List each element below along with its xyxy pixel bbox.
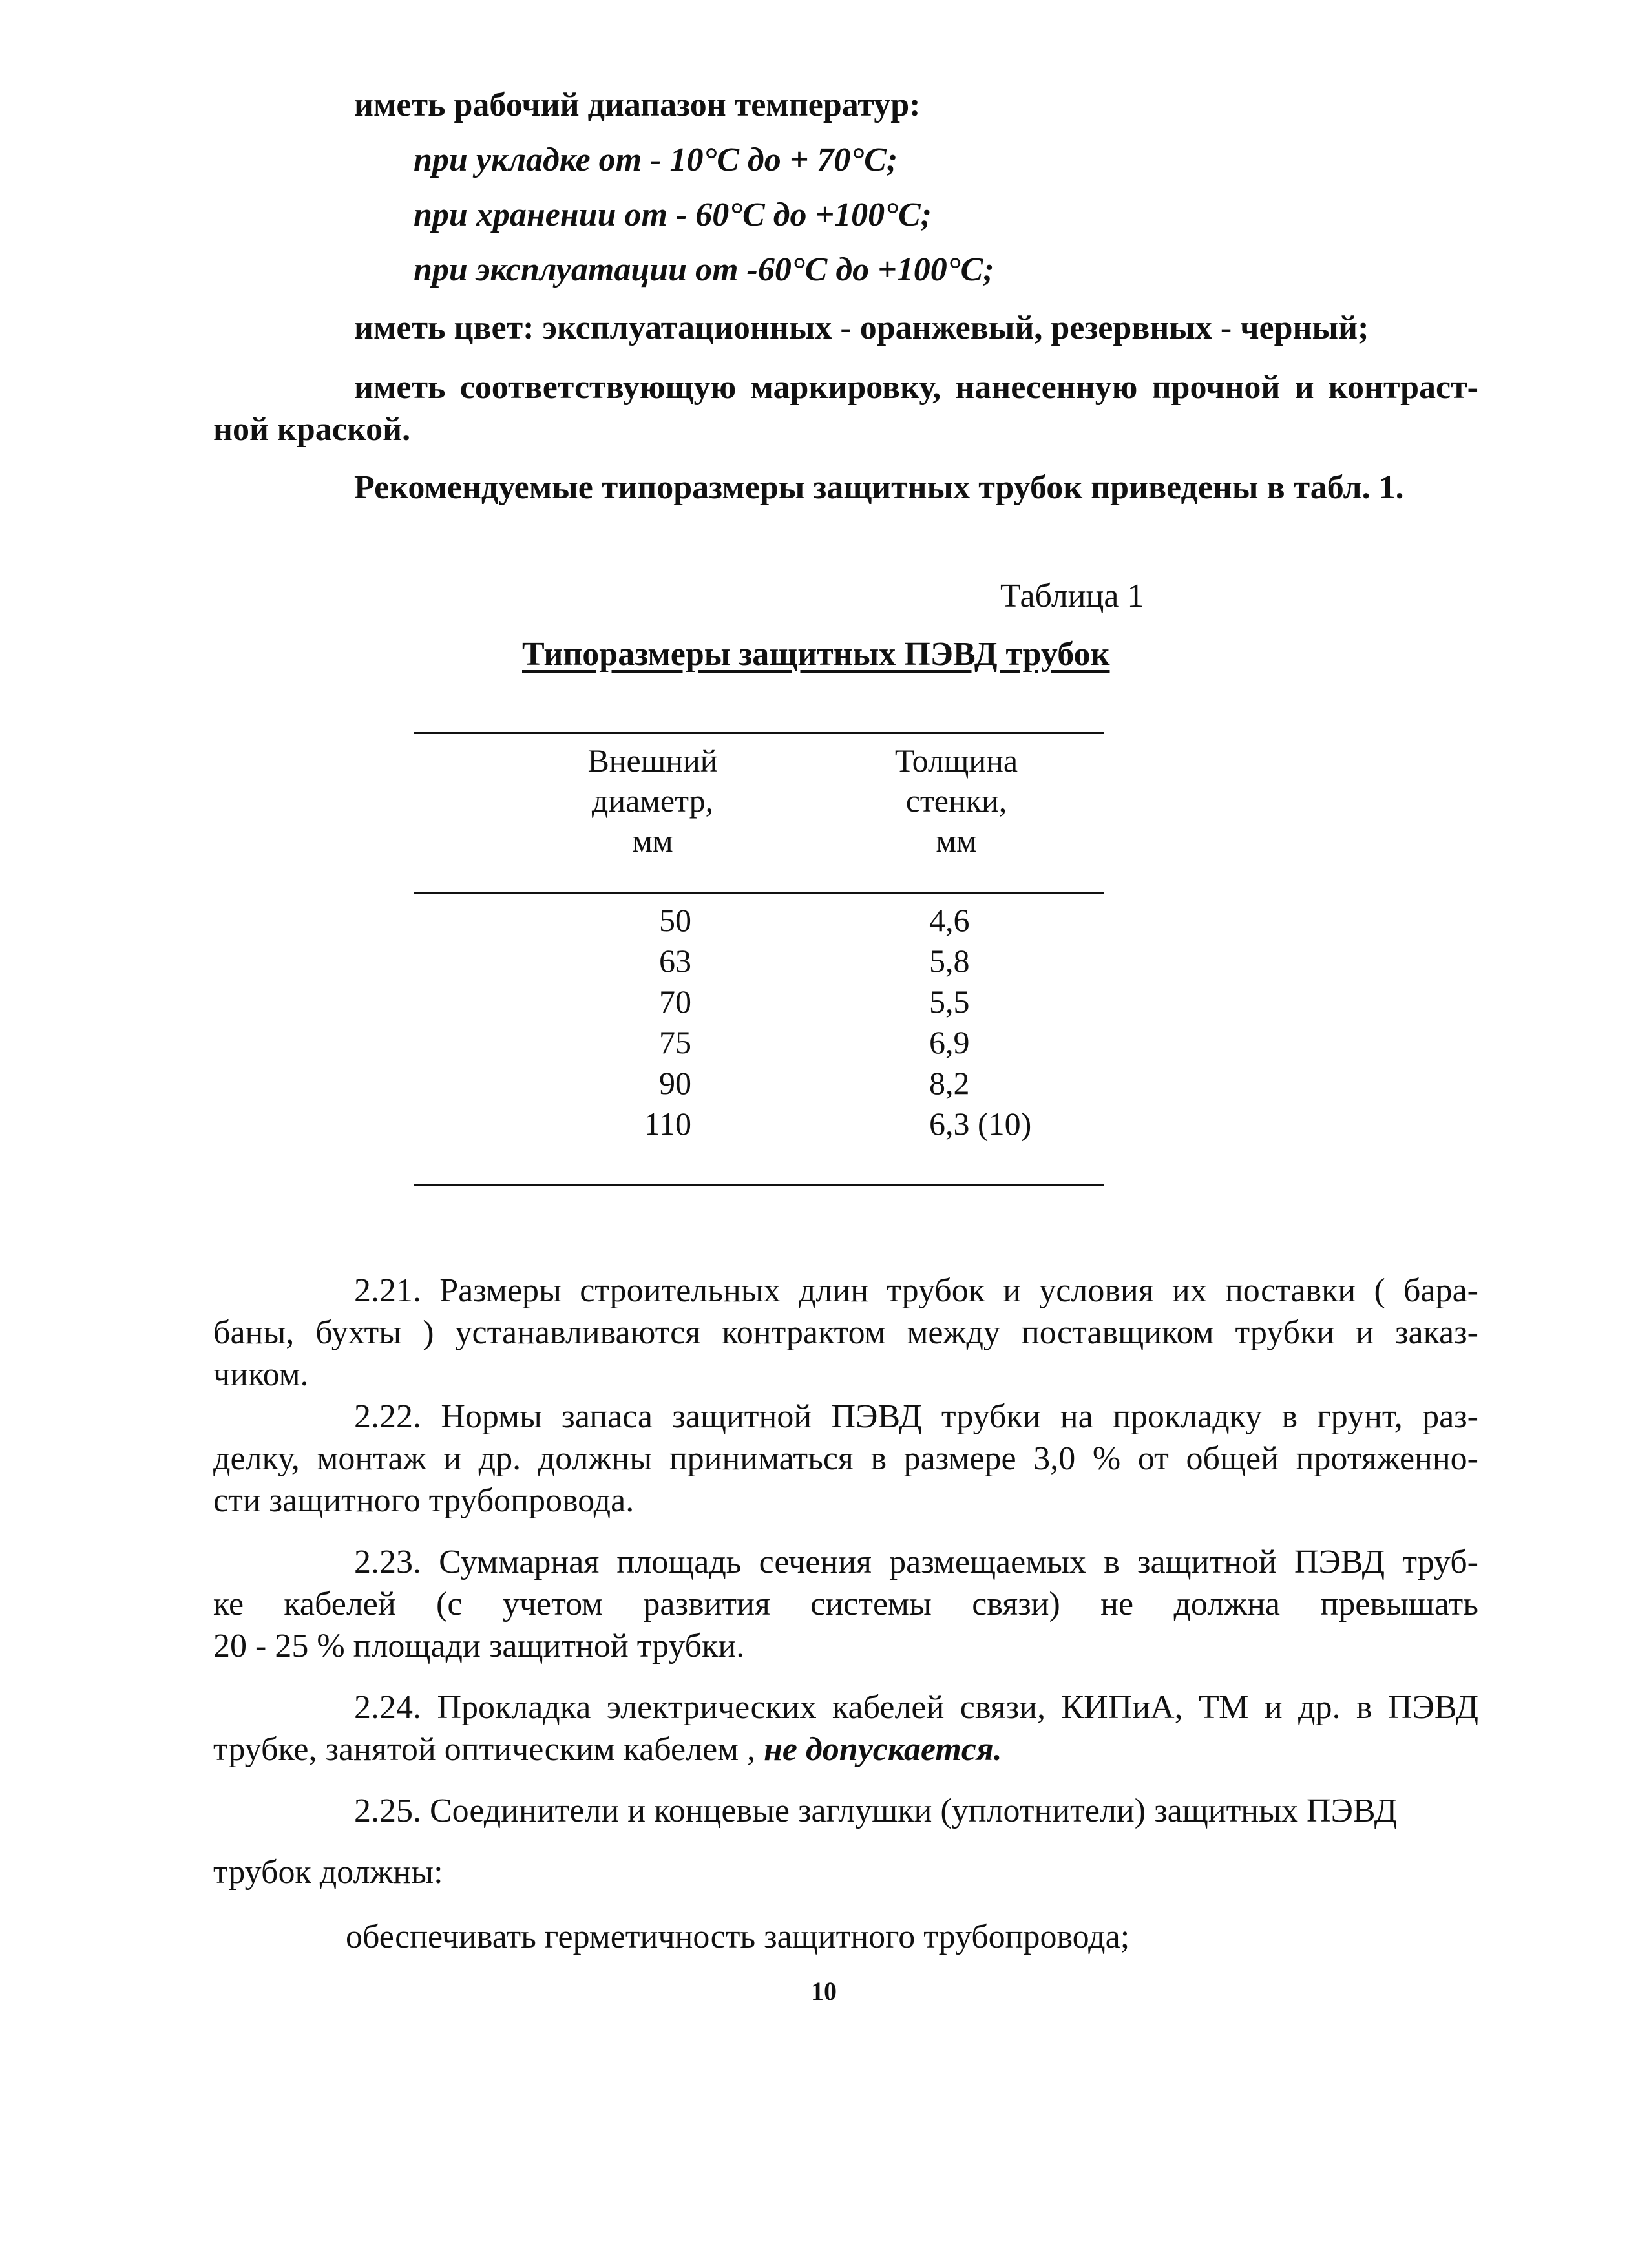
paragraph-2-21-line-2: баны, бухты ) устанавливаются контрактом между поставщиком трубки и заказ- bbox=[213, 1314, 1478, 1351]
not-allowed-emphasis: не допускается. bbox=[764, 1731, 1002, 1768]
paragraph-2-21-line-1: 2.21. Размеры строительных длин трубок и условия их поставки ( бара- bbox=[354, 1272, 1478, 1309]
diameter-cell: 75 bbox=[659, 1024, 691, 1060]
sealing-requirement: обеспечивать герметичность защитного трубопровода; bbox=[346, 1918, 1130, 1955]
table-header-rule bbox=[414, 892, 1104, 894]
paragraph-2-22-line-3: сти защитного трубопровода. bbox=[213, 1482, 635, 1519]
paragraph-2-25-line-2: трубок должны: bbox=[213, 1854, 443, 1891]
diameter-cell: 90 bbox=[659, 1065, 691, 1101]
paragraph-2-22-line-2: делку, монтаж и др. должны приниматься в размере 3,0 % от общей протяженно- bbox=[213, 1440, 1478, 1477]
paragraph-2-24-line-2 bbox=[213, 1730, 1002, 1769]
header-thickness-line-1: Толщина bbox=[894, 742, 1018, 779]
paragraph-2-21-line-3: чиком. bbox=[213, 1356, 309, 1393]
paragraph-2-23-line-1: 2.23. Суммарная площадь сечения размещаемых в защитной ПЭВД труб- bbox=[354, 1544, 1478, 1580]
thickness-cell: 4,6 bbox=[929, 902, 970, 938]
table-bottom-rule bbox=[414, 1184, 1104, 1186]
paragraph-2-23-line-3: 20 - 25 % площади защитной трубки. bbox=[213, 1628, 745, 1664]
header-diameter-unit: мм bbox=[632, 823, 673, 859]
temperature-storage: при хранении от - 60°С до +100°С; bbox=[414, 196, 932, 233]
page-number: 10 bbox=[811, 1977, 837, 2006]
table-label: Таблица 1 bbox=[1000, 578, 1144, 614]
paragraph-2-24-line-1: 2.24. Прокладка электрических кабелей связи, КИПиА, ТМ и др. в ПЭВД bbox=[354, 1689, 1478, 1726]
thickness-cell: 6,3 (10) bbox=[929, 1106, 1032, 1142]
diameter-cell: 70 bbox=[659, 983, 691, 1020]
thickness-cell: 5,5 bbox=[929, 983, 970, 1020]
header-diameter-line-1: Внешний bbox=[587, 742, 718, 779]
header-diameter-line-2: диаметр, bbox=[591, 782, 714, 819]
marking-line-1: иметь соответствующую маркировку, нанесенную прочной и контраст- bbox=[354, 369, 1478, 406]
table-title: Типоразмеры защитных ПЭВД трубок bbox=[522, 636, 1110, 673]
thickness-cell: 6,9 bbox=[929, 1024, 970, 1060]
paragraph-2-24-line-2-text: трубке, занятой оптическим кабелем , bbox=[213, 1731, 764, 1768]
diameter-cell: 50 bbox=[659, 902, 691, 938]
recommend-text: Рекомендуемые типоразмеры защитных трубок приведены в табл. 1. bbox=[354, 469, 1404, 506]
table-top-rule bbox=[414, 732, 1104, 734]
paragraph-2-25-line-1: 2.25. Соединители и концевые заглушки (уплотнители) защитных ПЭВД bbox=[354, 1792, 1398, 1829]
header-thickness-unit: мм bbox=[936, 823, 977, 859]
header-thickness-line-2: стенки, bbox=[905, 782, 1007, 819]
thickness-cell: 5,8 bbox=[929, 943, 970, 979]
diameter-cell: 63 bbox=[659, 943, 691, 979]
thickness-cell: 8,2 bbox=[929, 1065, 970, 1101]
paragraph-2-23-line-2: ке кабелей (с учетом развития системы связи) не должна превышать bbox=[213, 1586, 1478, 1622]
marking-line-2: ной краской. bbox=[213, 411, 411, 448]
temperature-operation: при эксплуатации от -60°С до +100°С; bbox=[414, 251, 994, 288]
color-requirement: иметь цвет: эксплуатационных - оранжевый, резервных - черный; bbox=[354, 310, 1369, 346]
paragraph-2-22-line-1: 2.22. Нормы запаса защитной ПЭВД трубки на прокладку в грунт, раз- bbox=[354, 1398, 1478, 1435]
temperature-intro: иметь рабочий диапазон температур: bbox=[354, 87, 921, 123]
diameter-cell: 110 bbox=[644, 1106, 691, 1142]
temperature-laying: при укладке от - 10°С до + 70°С; bbox=[414, 142, 898, 178]
